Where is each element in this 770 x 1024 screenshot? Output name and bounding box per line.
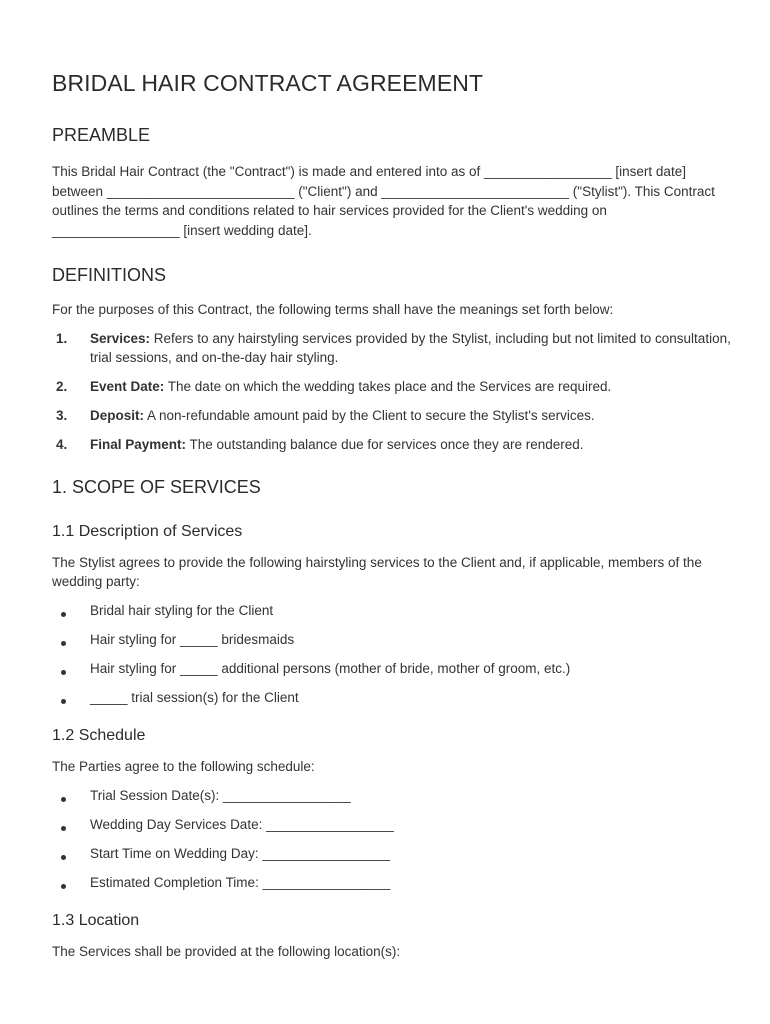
definition-number: 2. [56,379,68,394]
definitions-list [52,329,732,455]
location-subsection [52,912,732,962]
schedule-intro: The Parties agree to the following schedule: [52,759,315,774]
schedule-item [52,815,732,835]
schedule-list [52,786,732,893]
definition-item [52,435,732,455]
definition-term: Final Payment: [90,437,187,452]
description-heading: 1.1 Description of Services [52,522,243,540]
service-item-text: _____ trial session(s) for the Client [90,689,299,705]
definitions-intro: For the purposes of this Contract, the following terms shall have the meanings set forth below: [52,302,614,317]
bullet-icon [61,797,66,802]
schedule-item-text: Trial Session Date(s): _________________ [90,787,351,803]
scope-section [52,477,732,962]
contract-document [52,70,732,962]
definition-item [52,406,732,426]
schedule-item-text: Start Time on Wedding Day: _________________ [90,845,390,861]
schedule-item-text: Wedding Day Services Date: _________________ [90,816,394,832]
definition-term: Deposit: [90,408,144,423]
preamble-heading: PREAMBLE [52,125,151,145]
bullet-icon [61,699,66,704]
definitions-section [52,265,732,455]
document-title: BRIDAL HAIR CONTRACT AGREEMENT [52,70,484,96]
bullet-icon [61,641,66,646]
bullet-icon [61,612,66,617]
definition-text: The outstanding balance due for services once they are rendered. [186,437,584,452]
schedule-item [52,873,732,893]
service-item [52,601,732,621]
definition-item [52,329,732,368]
description-subsection [52,523,732,708]
definition-term: Event Date: [90,379,165,394]
service-item [52,688,732,708]
definition-text: The date on which the wedding takes place and the Services are required. [164,379,612,394]
bullet-icon [61,826,66,831]
definition-term: Services: [90,330,151,346]
schedule-heading: 1.2 Schedule [52,727,146,744]
preamble-section [52,125,732,240]
schedule-item [52,844,732,864]
schedule-item [52,786,732,806]
schedule-item-text: Estimated Completion Time: _________________ [90,874,391,890]
definition-number: 1. [56,330,68,346]
preamble-text: This Bridal Hair Contract (the "Contract") is made and entered into as of _________________ [insert date] between _________________________ ("Client") and _________________________ ("Stylist"). This Contract outlines the terms and conditions related to hair services provided for the Client's wedding on _________________ [insert wedding date]. [52,164,715,238]
definitions-heading: DEFINITIONS [52,265,167,285]
service-item-text: Bridal hair styling for the Client [90,602,274,618]
bullet-icon [61,670,66,675]
definition-item [52,377,732,397]
service-item [52,659,732,679]
definition-number: 4. [56,437,68,452]
description-intro: The Stylist agrees to provide the following hairstyling services to the Client and, if applicable, members of the wedding party: [52,554,702,589]
scope-heading: 1. SCOPE OF SERVICES [52,476,261,497]
service-item-text: Hair styling for _____ bridesmaids [90,631,295,647]
location-intro: The Services shall be provided at the following location(s): [52,944,401,959]
service-item-text: Hair styling for _____ additional persons (mother of bride, mother of groom, etc.) [90,660,571,676]
definition-text: Refers to any hairstyling services provided by the Stylist, including but not limited to consultation, trial sessions, and on-the-day hair styling. [90,330,731,365]
location-heading: 1.3 Location [52,912,140,929]
definition-text: A non-refundable amount paid by the Client to secure the Stylist's services. [144,408,595,423]
schedule-subsection [52,727,732,892]
services-list [52,601,732,708]
bullet-icon [61,855,66,860]
service-item [52,630,732,650]
bullet-icon [61,884,66,889]
definition-number: 3. [56,408,68,423]
